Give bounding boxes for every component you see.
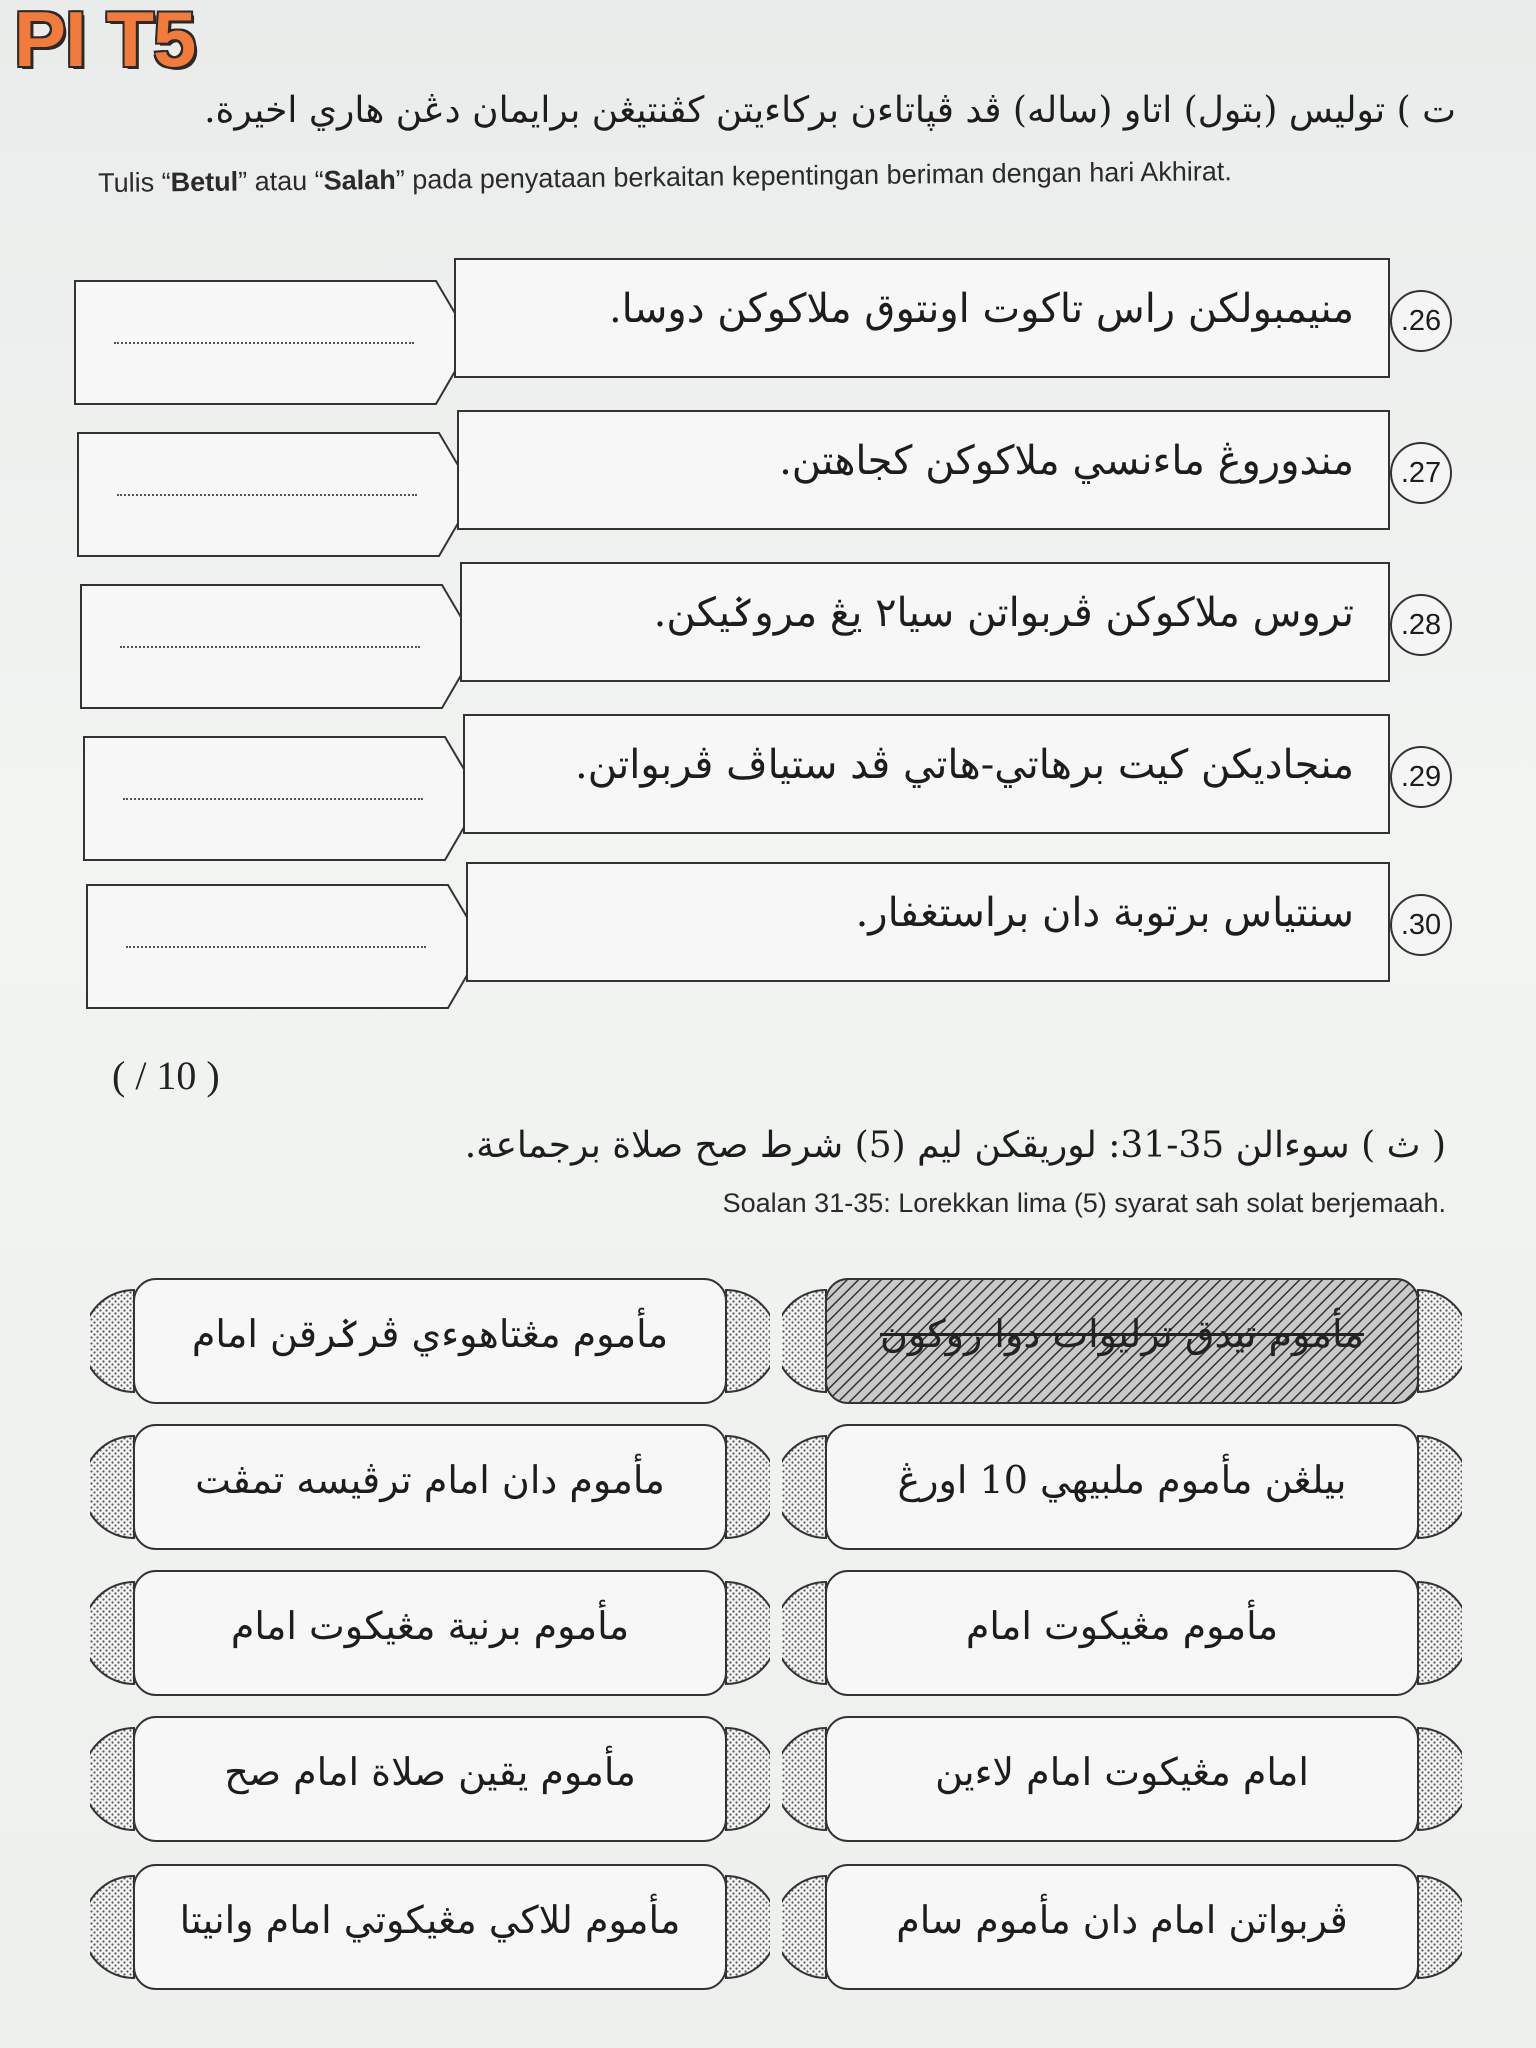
option-text: امام مڠيكوت امام لاءين — [935, 1750, 1309, 1794]
answer-box[interactable] — [77, 432, 467, 554]
section-th-heading-rumi: Soalan 31-35: Lorekkan lima (5) syarat sah solat berjemaah. — [722, 1188, 1446, 1218]
question-number: .28 — [1390, 594, 1452, 656]
option-text: مأموم مڠيكوت امام — [965, 1604, 1279, 1648]
option-right[interactable] — [782, 1276, 1462, 1406]
option-text: مأموم للاكي مڠيكوتي امام وانيتا — [179, 1898, 681, 1942]
statement-box — [457, 410, 1390, 530]
option-left[interactable] — [90, 1422, 770, 1552]
option-right[interactable] — [782, 1862, 1462, 1992]
answer-box[interactable] — [80, 584, 470, 706]
option-left[interactable] — [90, 1862, 770, 1992]
option-right[interactable] — [782, 1568, 1462, 1698]
section-th-heading-jawi: ( ث ) سوءالن 35-31: لوريقكن ليم (5) شرط صح صلاة برجماعة. — [464, 1125, 1446, 1166]
question-number: .27 — [1390, 442, 1452, 504]
section-t-heading-jawi: ت ) توليس (بتول) اتاو (ساله) ڤد ڤپاتاءن بركاءيتن كڤنتيڠن برايمان دڠن هاري اخيرة. — [204, 90, 1456, 131]
option-left[interactable] — [90, 1276, 770, 1406]
option-text: مأموم برنية مڠيكوت امام — [230, 1604, 630, 1648]
answer-dotted-line — [123, 798, 423, 800]
option-text: ڤربواتن امام دان مأموم سام — [896, 1898, 1348, 1942]
answer-dotted-line — [126, 946, 426, 948]
statement-box — [466, 862, 1390, 982]
answer-box[interactable] — [74, 280, 464, 402]
answer-box[interactable] — [86, 884, 476, 1006]
statement-text: سنتياس برتوبة دان براستغفار. — [855, 890, 1354, 936]
option-text: مأموم دان امام ترڤيسه تمڤت — [195, 1458, 665, 1502]
question-number: .26 — [1390, 290, 1452, 352]
statement-box — [454, 258, 1390, 378]
statement-text: مندوروڠ ماءنسي ملاكوكن كجاهتن. — [779, 438, 1354, 484]
option-text: مأموم مڠتاهوءي ڤرݢرقن امام — [191, 1312, 669, 1356]
statement-text: منيمبولكن راس تاكوت اونتوق ملاكوكن دوسا. — [608, 286, 1354, 332]
answer-dotted-line — [114, 342, 414, 344]
section-t-heading-rumi: Tulis “Betul” atau “Salah” pada penyataan berkaitan kepentingan beriman dengan hari Akhirat. — [98, 156, 1232, 198]
option-text: مأموم تيدق ترليوات دوا روكون — [880, 1312, 1364, 1356]
question-number: .29 — [1390, 746, 1452, 808]
question-number: .30 — [1390, 894, 1452, 956]
answer-dotted-line — [117, 494, 417, 496]
answer-dotted-line — [120, 646, 420, 648]
option-text: بيلڠن مأموم ملبيهي 10 اورڠ — [897, 1458, 1347, 1502]
answer-box[interactable] — [83, 736, 473, 858]
statement-box — [460, 562, 1390, 682]
page-label: PI T5 — [14, 0, 196, 83]
score-box: ( / 10 ) — [112, 1053, 220, 1098]
option-left[interactable] — [90, 1714, 770, 1844]
statement-text: منجاديكن كيت برهاتي-هاتي ڤد ستياڤ ڤربواتن. — [574, 742, 1354, 788]
option-right[interactable] — [782, 1422, 1462, 1552]
statement-box — [463, 714, 1390, 834]
option-right[interactable] — [782, 1714, 1462, 1844]
option-left[interactable] — [90, 1568, 770, 1698]
statement-text: تروس ملاكوكن ڤربواتن سيا٢ يڠ مروݢيكن. — [653, 590, 1354, 636]
option-text: مأموم يقين صلاة امام صح — [224, 1750, 636, 1794]
